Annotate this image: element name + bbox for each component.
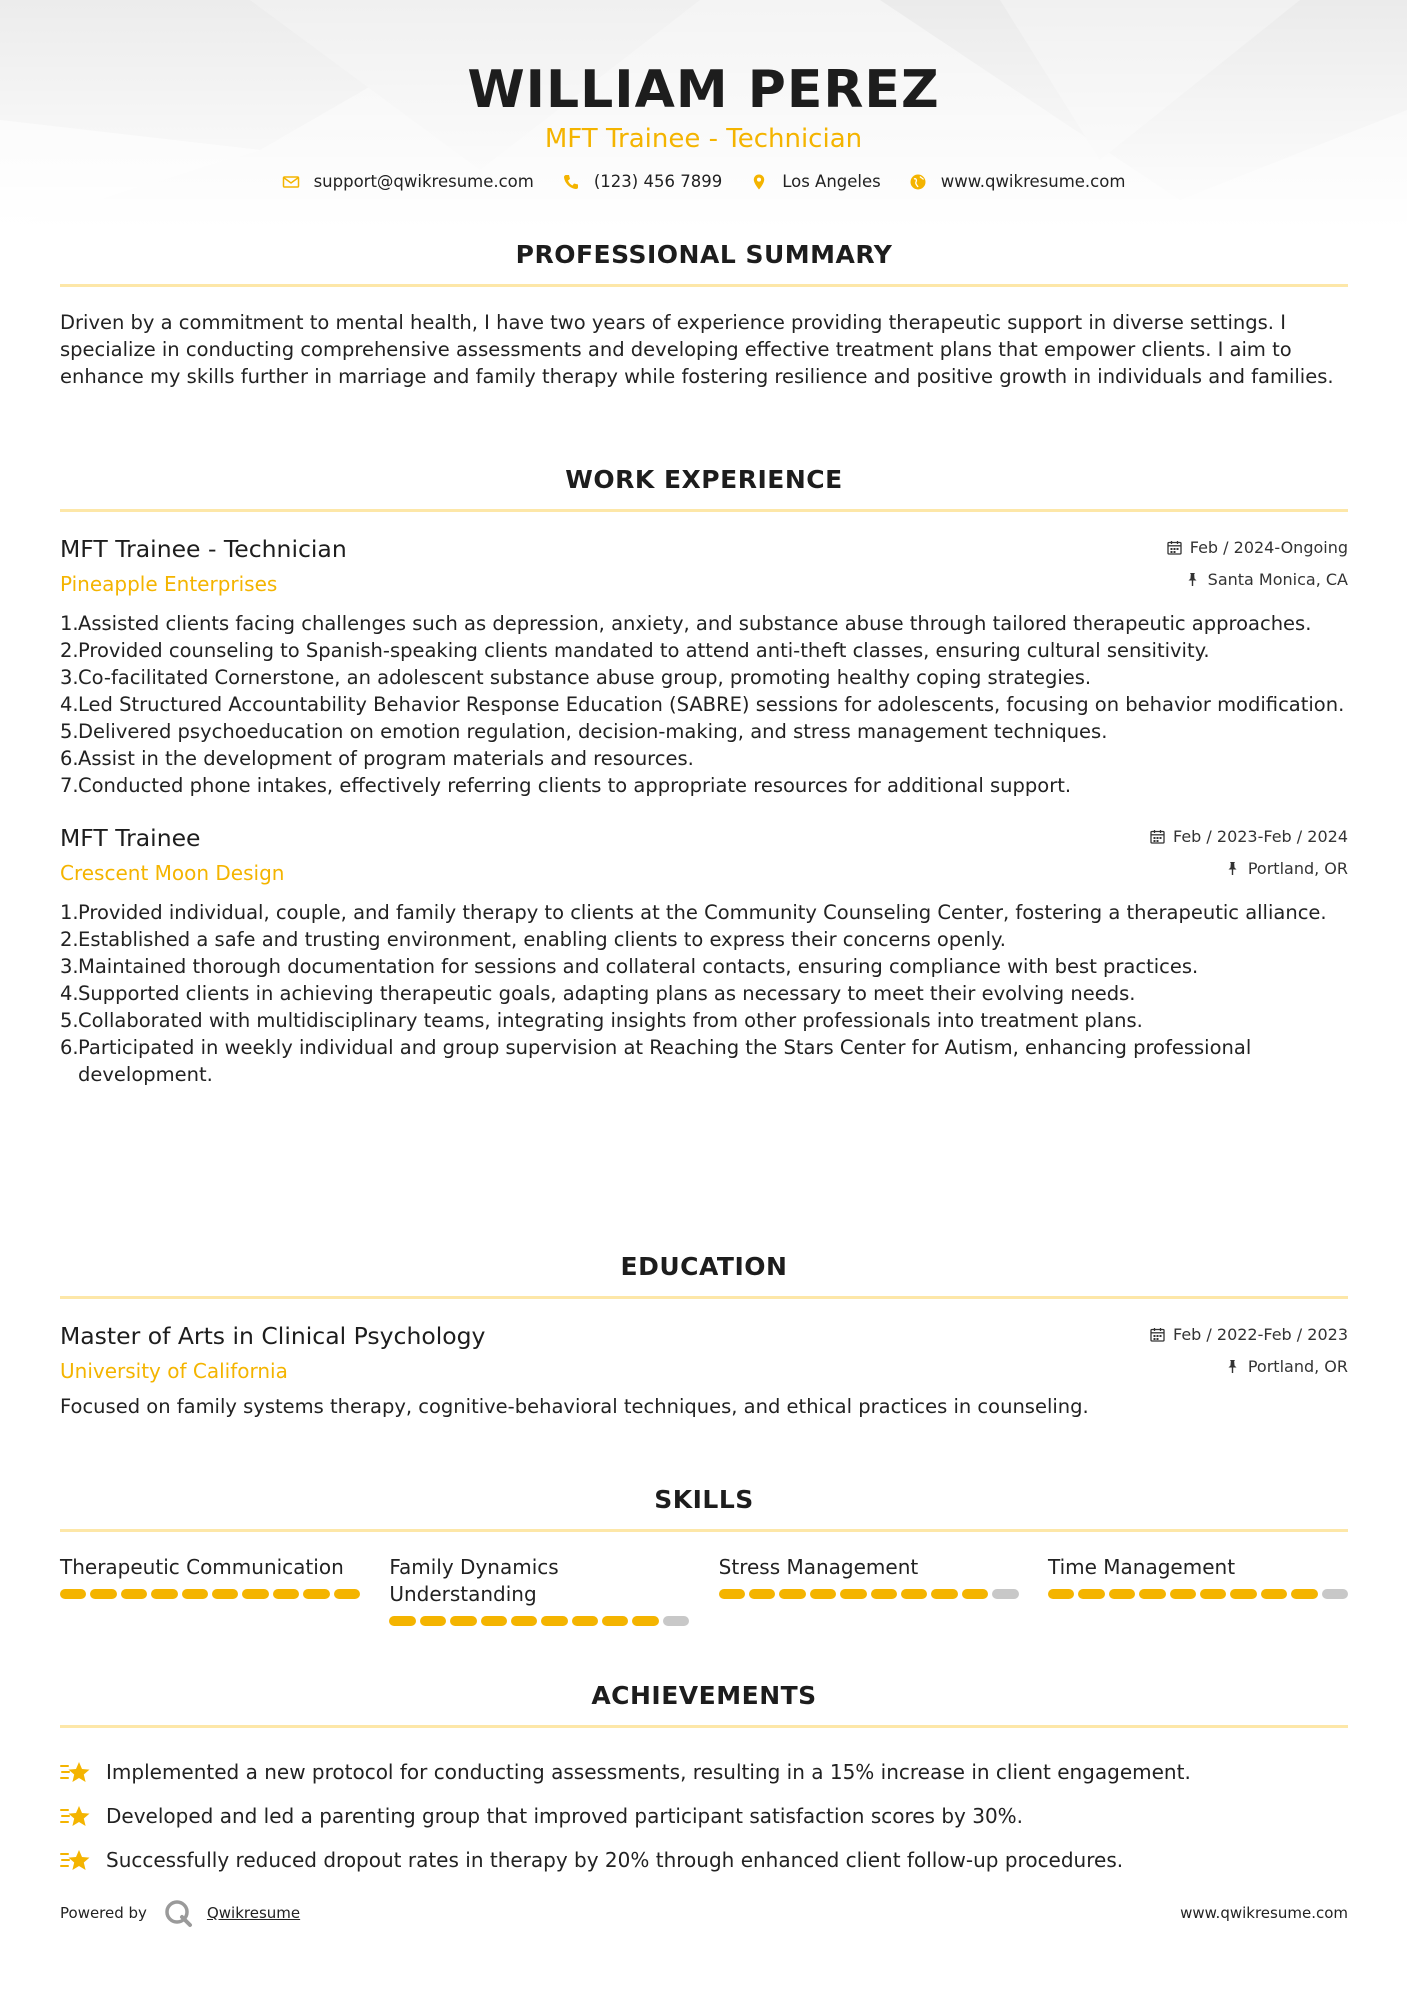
page-footer <box>60 1898 1348 1928</box>
education-section <box>60 1250 1348 1420</box>
skill-level-bar <box>1048 1589 1348 1599</box>
job-location-text: Portland, OR <box>1247 858 1348 878</box>
skill-dot-filled <box>334 1589 360 1599</box>
skill-dot-filled <box>511 1616 537 1626</box>
job-location <box>1167 566 1348 592</box>
skills-heading: SKILLS <box>654 1485 754 1514</box>
skill-dot-filled <box>840 1589 866 1599</box>
skill-dot-filled <box>121 1589 147 1599</box>
skill-dot-filled <box>901 1589 927 1599</box>
skill-dot-filled <box>1139 1589 1165 1599</box>
location-text: Los Angeles <box>782 172 881 191</box>
skill-item <box>1048 1554 1348 1626</box>
skill-dot-filled <box>450 1616 476 1626</box>
skill-dot-filled <box>719 1589 745 1599</box>
calendar-icon <box>1167 540 1182 555</box>
skill-dot-filled <box>273 1589 299 1599</box>
skill-dot-filled <box>1170 1589 1196 1599</box>
achievement-text: Implemented a new protocol for conducting assessments, resulting in a 15% increase in client engagement. <box>106 1760 1191 1784</box>
experience-section <box>60 463 1348 1088</box>
achievement-text: Successfully reduced dropout rates in therapy by 20% through enhanced client follow-up procedures. <box>106 1848 1124 1872</box>
degree-title: Master of Arts in Clinical Psychology <box>60 1322 486 1350</box>
skill-dot-filled <box>420 1616 446 1626</box>
achievements-section <box>60 1679 1348 1882</box>
skill-name: Family Dynamics Understanding <box>389 1555 559 1606</box>
list-item: 1. Assisted clients facing challenges such as depression, anxiety, and substance abuse through tailored therapeutic approaches. <box>60 612 1312 635</box>
job-dates <box>1150 823 1348 849</box>
skill-dot-filled <box>602 1616 628 1626</box>
skill-level-bar <box>719 1589 1019 1599</box>
skill-name: Time Management <box>1047 1555 1236 1579</box>
section-divider <box>60 1529 1348 1532</box>
contact-phone[interactable] <box>562 172 722 191</box>
section-divider <box>60 1725 1348 1728</box>
skill-dot-filled <box>1048 1589 1074 1599</box>
skill-dot-filled <box>541 1616 567 1626</box>
experience-heading: WORK EXPERIENCE <box>565 465 843 494</box>
calendar-icon <box>1150 1327 1165 1342</box>
contact-website[interactable] <box>909 172 1126 191</box>
list-item: 6. Participated in weekly individual and group supervision at Reaching the Stars Center for Autism, enhancing professional development. <box>60 1036 1252 1086</box>
achievement-item <box>60 1750 1348 1794</box>
skill-dot-filled <box>303 1589 329 1599</box>
skill-dot-filled <box>182 1589 208 1599</box>
education-description: Focused on family systems therapy, cognitive-behavioral techniques, and ethical practices in counseling. <box>60 1395 1089 1418</box>
contact-bar <box>0 172 1407 191</box>
list-item: 6. Assist in the development of program materials and resources. <box>60 747 694 770</box>
skill-name: Therapeutic Communication <box>60 1555 344 1579</box>
job-title: MFT Trainee <box>60 824 201 852</box>
job-bullets <box>60 899 1348 1088</box>
job-dates-text: Feb / 2023-Feb / 2024 <box>1173 826 1348 846</box>
skill-item <box>60 1554 360 1626</box>
skill-dot-filled <box>1109 1589 1135 1599</box>
skill-item <box>719 1554 1019 1626</box>
achievement-text: Developed and led a parenting group that improved participant satisfaction scores by 30%. <box>106 1804 1024 1828</box>
skill-item <box>389 1554 689 1626</box>
list-item: 2. Provided counseling to Spanish-speaking clients mandated to attend anti-theft classes, ensuring cultural sensitivity. <box>60 639 1210 662</box>
education-heading: EDUCATION <box>620 1252 788 1281</box>
footer-website-link[interactable]: www.qwikresume.com <box>1180 1904 1348 1922</box>
candidate-name: WILLIAM PEREZ <box>467 60 940 120</box>
achievements-list <box>60 1750 1348 1882</box>
skill-dot-filled <box>871 1589 897 1599</box>
skill-dot-filled <box>151 1589 177 1599</box>
globe-icon <box>909 173 927 191</box>
skill-dot-filled <box>779 1589 805 1599</box>
achievement-item <box>60 1794 1348 1838</box>
skill-dot-empty <box>992 1589 1018 1599</box>
phone-icon <box>562 173 580 191</box>
skill-dot-empty <box>1322 1589 1348 1599</box>
skill-dot-filled <box>931 1589 957 1599</box>
skill-dot-filled <box>572 1616 598 1626</box>
achievement-item <box>60 1838 1348 1882</box>
section-divider <box>60 509 1348 512</box>
skill-level-bar <box>60 1589 360 1599</box>
brand-link[interactable]: Qwikresume <box>206 1904 301 1922</box>
star-icon <box>60 1800 92 1832</box>
job-bullets <box>60 610 1348 799</box>
resume-header <box>0 0 1407 191</box>
school-name: University of California <box>60 1359 288 1383</box>
contact-location <box>750 172 881 191</box>
list-item: 3. Co-facilitated Cornerstone, an adolescent substance abuse group, promoting healthy coping strategies. <box>60 666 1092 689</box>
job-location-text: Santa Monica, CA <box>1207 569 1348 589</box>
job-company: Pineapple Enterprises <box>60 572 278 596</box>
list-item: 3. Maintained thorough documentation for sessions and collateral contacts, ensuring compliance with best practices. <box>60 955 1199 978</box>
website-text: www.qwikresume.com <box>940 172 1126 191</box>
skill-dot-filled <box>1078 1589 1104 1599</box>
star-icon <box>60 1756 92 1788</box>
skill-dot-filled <box>242 1589 268 1599</box>
skills-list <box>60 1554 1348 1626</box>
education-dates-text: Feb / 2022-Feb / 2023 <box>1173 1324 1348 1344</box>
skills-section <box>60 1483 1348 1626</box>
education-location <box>1150 1353 1348 1379</box>
contact-email[interactable] <box>282 172 534 191</box>
education-entry <box>60 1321 1348 1420</box>
education-location-text: Portland, OR <box>1247 1356 1348 1376</box>
powered-by <box>60 1898 300 1928</box>
job-location <box>1150 855 1348 881</box>
section-divider <box>60 284 1348 287</box>
skill-dot-filled <box>749 1589 775 1599</box>
skill-dot-filled <box>90 1589 116 1599</box>
summary-heading: PROFESSIONAL SUMMARY <box>515 240 893 269</box>
list-item: 7. Conducted phone intakes, effectively referring clients to appropriate resources for additional support. <box>60 774 1072 797</box>
skill-dot-filled <box>1200 1589 1226 1599</box>
qwikresume-logo-icon <box>163 1898 193 1928</box>
list-item: 2. Established a safe and trusting environment, enabling clients to express their concerns openly. <box>60 928 1006 951</box>
summary-section <box>60 238 1348 390</box>
job-title: MFT Trainee - Technician <box>60 535 347 563</box>
job-entry <box>60 823 1348 1088</box>
job-entry <box>60 534 1348 799</box>
powered-by-label: Powered by <box>60 1904 147 1922</box>
pushpin-icon <box>1225 861 1240 876</box>
phone-text: (123) 456 7899 <box>593 172 723 191</box>
education-dates <box>1150 1321 1348 1347</box>
skill-name: Stress Management <box>718 1555 919 1579</box>
skill-dot-filled <box>1230 1589 1256 1599</box>
list-item: 4. Led Structured Accountability Behavior Response Education (SABRE) sessions for adolescents, focusing on behavior modification. <box>60 693 1345 716</box>
job-dates <box>1167 534 1348 560</box>
skill-level-bar <box>389 1616 689 1626</box>
skill-dot-filled <box>962 1589 988 1599</box>
skill-dot-filled <box>60 1589 86 1599</box>
skill-dot-filled <box>212 1589 238 1599</box>
list-item: 4. Supported clients in achieving therapeutic goals, adapting plans as necessary to meet their evolving needs. <box>60 982 1136 1005</box>
job-dates-text: Feb / 2024-Ongoing <box>1189 537 1348 557</box>
achievements-heading: ACHIEVEMENTS <box>591 1681 817 1710</box>
section-divider <box>60 1296 1348 1299</box>
skill-dot-filled <box>1261 1589 1287 1599</box>
star-icon <box>60 1844 92 1876</box>
skill-dot-filled <box>810 1589 836 1599</box>
skill-dot-empty <box>663 1616 689 1626</box>
list-item: 1. Provided individual, couple, and family therapy to clients at the Community Counseling Center, fostering a therapeutic alliance. <box>60 901 1327 924</box>
candidate-title: MFT Trainee - Technician <box>544 124 863 154</box>
job-company: Crescent Moon Design <box>60 861 285 885</box>
pushpin-icon <box>1185 572 1200 587</box>
summary-text: Driven by a commitment to mental health, I have two years of experience providing therapeutic support in diverse settings. I specialize in conducting comprehensive assessments and developing effective treatment plans that empower clients. I aim to enhance my skills further in marriage and family therapy while fostering resilience and positive growth in individuals and families. <box>60 311 1334 388</box>
list-item: 5. Delivered psychoeducation on emotion regulation, decision-making, and stress management techniques. <box>60 720 1108 743</box>
pushpin-icon <box>1225 1359 1240 1374</box>
skill-dot-filled <box>481 1616 507 1626</box>
skill-dot-filled <box>389 1616 415 1626</box>
email-text: support@qwikresume.com <box>313 172 534 191</box>
list-item: 5. Collaborated with multidisciplinary teams, integrating insights from other professionals into treatment plans. <box>60 1009 1143 1032</box>
calendar-icon <box>1150 829 1165 844</box>
skill-dot-filled <box>1291 1589 1317 1599</box>
map-pin-icon <box>750 173 768 191</box>
envelope-icon <box>282 173 300 191</box>
skill-dot-filled <box>632 1616 658 1626</box>
